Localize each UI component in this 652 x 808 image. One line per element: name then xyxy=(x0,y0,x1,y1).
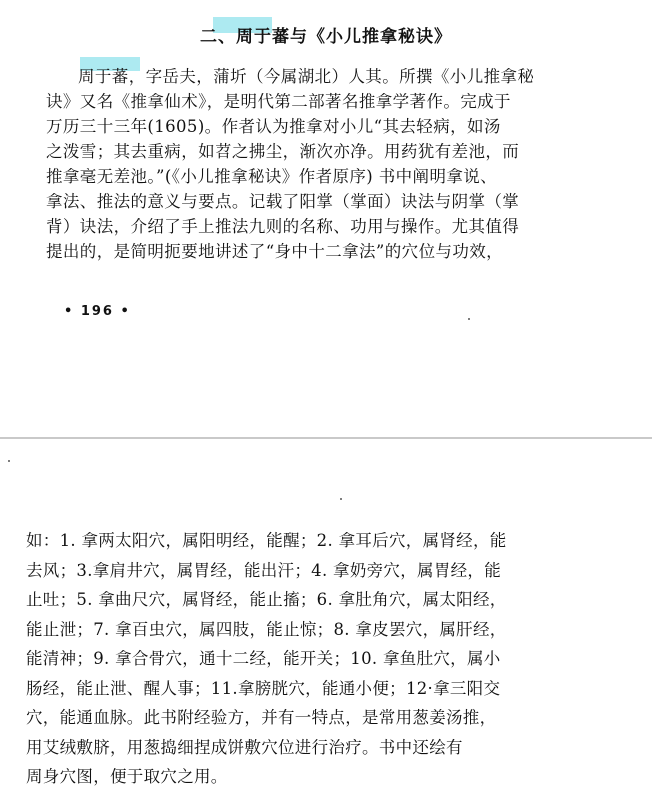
scan-speck xyxy=(8,460,10,462)
upper-page-text xyxy=(46,64,606,264)
lower-page-text xyxy=(26,526,626,792)
text-line: 周于蕃，字岳夫，蒲圻（今属湖北）人其。所撰《小儿推拿秘 xyxy=(78,67,535,86)
text-line: 用艾绒敷脐，用葱捣细捏成饼敷穴位进行治疗。书中还绘有 xyxy=(26,737,463,757)
page-divider xyxy=(0,437,652,439)
text-line: 肠经，能止泄、醒人事；11.拿膀胱穴，能通小便；12·拿三阳交 xyxy=(26,678,501,698)
text-line: 诀》又名《推拿仙术》，是明代第二部著名推拿学著作。完成于 xyxy=(46,92,511,111)
text-line: 万历三十三年(1605)。作者认为推拿对小儿“其去轻病，如汤 xyxy=(46,117,501,136)
text-line: 止吐；5. 拿曲尺穴，属肾经，能止搐；6. 拿肚角穴，属太阳经， xyxy=(26,590,507,609)
text-line: 能止泄；7. 拿百虫穴，属四肢，能止惊；8. 拿皮罢穴，属肝经， xyxy=(26,619,507,639)
text-line: 穴，能通血脉。此书附经验方，并有一特点，是常用葱姜汤推， xyxy=(26,708,497,727)
text-line: 如：1. 拿两太阳穴，属阳明经，能醒；2. 拿耳后穴，属肾经，能 xyxy=(26,531,507,550)
text-line: 拿法、推法的意义与要点。记载了阳掌（掌面）诀法与阴掌（掌 xyxy=(46,192,520,211)
text-line: 之泼雪；其去重病，如苕之拂尘，渐次亦净。用药犹有差池，而 xyxy=(46,142,520,161)
scan-speck xyxy=(468,318,470,320)
text-line: 推拿毫无差池。”(《小儿推拿秘诀》作者原序) 书中阐明拿说、 xyxy=(46,167,498,186)
text-line: 周身穴图，便于取穴之用。 xyxy=(26,767,228,786)
section-heading: 二、周于蕃与《小儿推拿秘诀》 xyxy=(200,27,452,47)
text-line: 背）诀法，介绍了手上推法九则的名称、功用与操作。尤其值得 xyxy=(46,217,520,236)
text-line: 去风；3.拿肩井穴，属胃经，能出汗；4. 拿奶旁穴，属胃经，能 xyxy=(26,560,502,580)
page-number: • 196 • xyxy=(64,304,131,319)
scan-speck xyxy=(340,498,342,500)
text-line: 能清神；9. 拿合骨穴，通十二经，能开关；10. 拿鱼肚穴，属小 xyxy=(26,649,501,668)
text-line: 提出的，是简明扼要地讲述了“身中十二拿法”的穴位与功效， xyxy=(46,242,504,261)
